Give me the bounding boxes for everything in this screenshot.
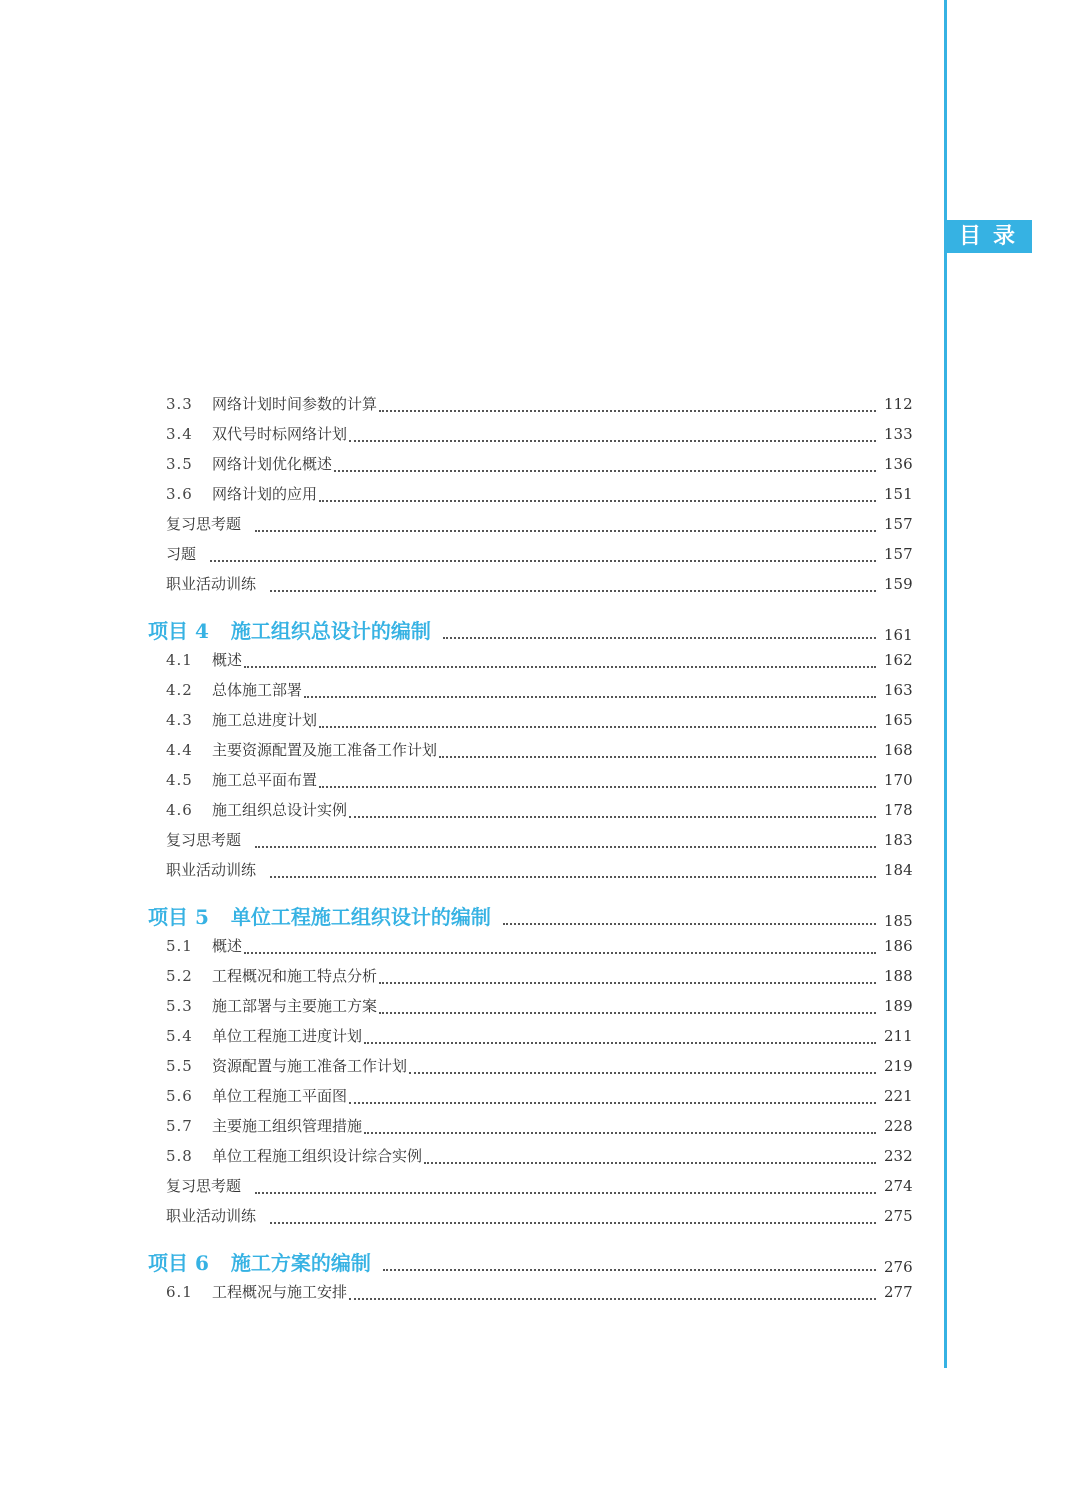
entry-title: 施工部署与主要施工方案 (212, 997, 378, 1015)
dot-leader (255, 1191, 876, 1194)
entry-title: 复习思考题 (166, 1177, 242, 1195)
toc-entry[interactable] (166, 423, 912, 453)
section-number: 6.1 (166, 1283, 193, 1301)
section-number: 5.8 (166, 1147, 193, 1165)
entry-page-number: 157 (884, 515, 913, 533)
entry-title: 施工总进度计划 (212, 711, 318, 729)
entry-title: 职业活动训练 (166, 861, 257, 879)
chapter-title: 施工方案的编制 (230, 1251, 371, 1275)
toc-entry[interactable] (166, 679, 912, 709)
chapter-label: 项目 5 (148, 905, 209, 929)
entry-title: 资源配置与施工准备工作计划 (212, 1057, 408, 1075)
toc-entry[interactable] (166, 513, 912, 543)
dot-leader (319, 725, 876, 728)
dot-leader (379, 981, 876, 984)
dot-leader (304, 695, 876, 698)
chapter-label: 项目 6 (148, 1251, 209, 1275)
dot-leader (349, 1101, 876, 1104)
toc-entry[interactable] (166, 769, 912, 799)
entry-page-number: 112 (884, 395, 913, 413)
section-number: 5.7 (166, 1117, 193, 1135)
section-number: 5.2 (166, 967, 193, 985)
entry-title: 网络计划优化概述 (212, 455, 333, 473)
toc-chapter-heading[interactable] (148, 615, 912, 649)
section-number: 4.1 (166, 651, 193, 669)
section-number: 3.4 (166, 425, 193, 443)
dot-leader (364, 1041, 876, 1044)
toc-entry[interactable] (166, 709, 912, 739)
entry-page-number: 219 (884, 1057, 913, 1075)
entry-title: 单位工程施工组织设计综合实例 (212, 1147, 423, 1165)
chapter-page-number: 276 (884, 1258, 913, 1276)
chapter-page-number: 161 (884, 626, 913, 644)
entry-title: 概述 (212, 937, 243, 955)
entry-page-number: 189 (884, 997, 913, 1015)
dot-leader (379, 1011, 876, 1014)
side-accent-rule (944, 0, 947, 1368)
toc-entry[interactable] (166, 1205, 912, 1235)
dot-leader (349, 439, 876, 442)
toc-entry[interactable] (166, 453, 912, 483)
entry-page-number: 183 (884, 831, 913, 849)
dot-leader (244, 665, 876, 668)
toc-entry[interactable] (166, 483, 912, 513)
entry-page-number: 163 (884, 681, 913, 699)
dot-leader (319, 785, 876, 788)
toc-entry[interactable] (166, 1175, 912, 1205)
section-number: 5.6 (166, 1087, 193, 1105)
entry-page-number: 178 (884, 801, 913, 819)
section-number: 5.3 (166, 997, 193, 1015)
entry-title: 工程概况和施工特点分析 (212, 967, 378, 985)
toc-entry[interactable] (166, 543, 912, 573)
entry-page-number: 188 (884, 967, 913, 985)
section-number: 5.1 (166, 937, 193, 955)
entry-page-number: 274 (884, 1177, 913, 1195)
section-number: 4.6 (166, 801, 193, 819)
toc-entry[interactable] (166, 799, 912, 829)
dot-leader (349, 815, 876, 818)
entry-title: 复习思考题 (166, 831, 242, 849)
dot-leader (319, 499, 876, 502)
entry-page-number: 170 (884, 771, 913, 789)
dot-leader (255, 529, 876, 532)
entry-page-number: 228 (884, 1117, 913, 1135)
dot-leader (364, 1131, 876, 1134)
section-number: 3.5 (166, 455, 193, 473)
entry-title: 总体施工部署 (212, 681, 303, 699)
dot-leader (409, 1071, 876, 1074)
entry-page-number: 186 (884, 937, 913, 955)
section-number: 3.3 (166, 395, 193, 413)
entry-title: 双代号时标网络计划 (212, 425, 348, 443)
entry-page-number: 211 (884, 1027, 913, 1045)
dot-leader (503, 922, 876, 925)
entry-title: 单位工程施工进度计划 (212, 1027, 363, 1045)
section-number: 4.3 (166, 711, 193, 729)
toc-chapter-heading[interactable] (148, 901, 912, 935)
chapter-label: 项目 4 (148, 619, 209, 643)
toc-entry[interactable] (166, 1085, 912, 1115)
toc-side-tab: 目录 (947, 220, 1032, 253)
section-number: 4.5 (166, 771, 193, 789)
toc-entry[interactable] (166, 965, 912, 995)
toc-entry[interactable] (166, 859, 912, 889)
toc-entry[interactable] (166, 1145, 912, 1175)
entry-title: 复习思考题 (166, 515, 242, 533)
section-number: 4.4 (166, 741, 193, 759)
section-number: 5.4 (166, 1027, 193, 1045)
toc-entry[interactable] (166, 935, 912, 965)
toc-entry[interactable] (166, 573, 912, 603)
dot-leader (210, 559, 876, 562)
section-number: 5.5 (166, 1057, 193, 1075)
toc-entry[interactable] (166, 649, 912, 679)
toc-entry[interactable] (166, 739, 912, 769)
dot-leader (334, 469, 876, 472)
entry-page-number: 157 (884, 545, 913, 563)
toc-chapter-heading[interactable] (148, 1247, 912, 1281)
entry-title: 施工组织总设计实例 (212, 801, 348, 819)
dot-leader (270, 589, 876, 592)
entry-title: 单位工程施工平面图 (212, 1087, 348, 1105)
section-number: 3.6 (166, 485, 193, 503)
dot-leader (270, 1221, 876, 1224)
entry-page-number: 221 (884, 1087, 913, 1105)
entry-page-number: 159 (884, 575, 913, 593)
dot-leader (255, 845, 876, 848)
entry-title: 主要施工组织管理措施 (212, 1117, 363, 1135)
entry-title: 网络计划时间参数的计算 (212, 395, 378, 413)
entry-page-number: 136 (884, 455, 913, 473)
entry-title: 工程概况与施工安排 (212, 1283, 348, 1301)
section-number: 4.2 (166, 681, 193, 699)
toc-entry[interactable] (166, 995, 912, 1025)
entry-page-number: 133 (884, 425, 913, 443)
entry-title: 网络计划的应用 (212, 485, 318, 503)
entry-title: 施工总平面布置 (212, 771, 318, 789)
dot-leader (379, 409, 876, 412)
entry-page-number: 277 (884, 1283, 913, 1301)
chapter-title: 单位工程施工组织设计的编制 (230, 905, 491, 929)
chapter-page-number: 185 (884, 912, 913, 930)
entry-page-number: 275 (884, 1207, 913, 1225)
entry-title: 职业活动训练 (166, 575, 257, 593)
entry-page-number: 151 (884, 485, 913, 503)
toc-entry[interactable] (166, 1025, 912, 1055)
entry-page-number: 165 (884, 711, 913, 729)
dot-leader (439, 755, 876, 758)
entry-page-number: 168 (884, 741, 913, 759)
entry-page-number: 232 (884, 1147, 913, 1165)
entry-page-number: 162 (884, 651, 913, 669)
chapter-title: 施工组织总设计的编制 (230, 619, 431, 643)
dot-leader (443, 636, 876, 639)
dot-leader (383, 1268, 876, 1271)
dot-leader (349, 1297, 876, 1300)
toc-entry[interactable] (166, 829, 912, 859)
dot-leader (424, 1161, 876, 1164)
dot-leader (244, 951, 876, 954)
toc-entry[interactable] (166, 1055, 912, 1085)
toc-entry[interactable] (166, 1115, 912, 1145)
toc-entry[interactable] (166, 393, 912, 423)
entry-title: 习题 (166, 545, 197, 563)
entry-title: 主要资源配置及施工准备工作计划 (212, 741, 438, 759)
entry-title: 职业活动训练 (166, 1207, 257, 1225)
entry-title: 概述 (212, 651, 243, 669)
dot-leader (270, 875, 876, 878)
toc-entry[interactable] (166, 1281, 912, 1311)
entry-page-number: 184 (884, 861, 913, 879)
